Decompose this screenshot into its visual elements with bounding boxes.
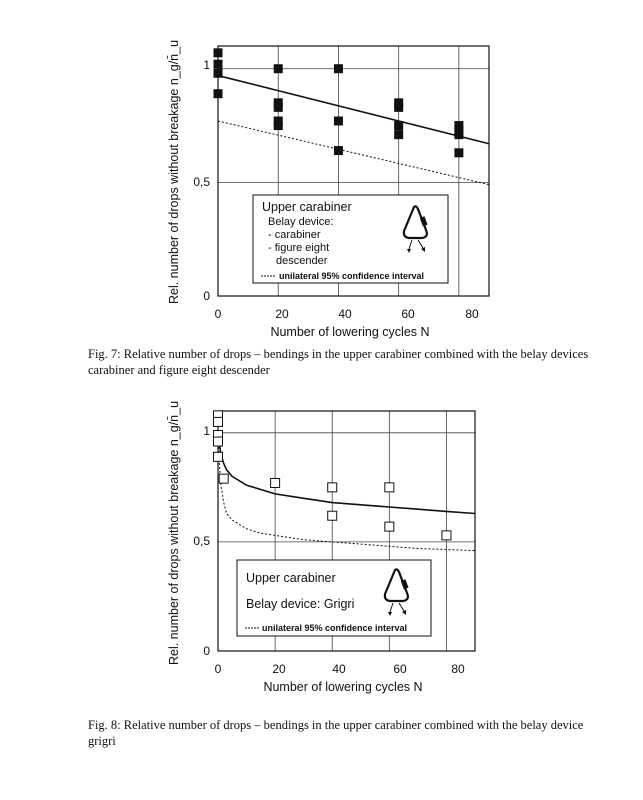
x-tick-label: 80 [451,662,465,676]
data-point [385,483,394,492]
data-point [455,131,463,139]
x-tick-label: 40 [338,307,352,321]
data-point [328,511,337,520]
data-point [214,452,223,461]
y-tick-label: 0,5 [193,534,210,548]
data-point [455,149,463,157]
legend-line: - carabiner [268,229,321,241]
y-tick-label: 1 [203,58,210,72]
data-point [328,483,337,492]
x-tick-label: 40 [332,662,346,676]
x-tick-label: 60 [401,307,415,321]
y-axis-label: Rel. number of drops without breakage n_g/n̄_u [167,39,181,305]
x-tick-labels [215,307,479,321]
x-axis-label: Number of lowering cycles N [263,680,423,694]
y-tick-labels [193,424,210,658]
data-point [274,122,282,130]
figure-7-caption: Fig. 7: Relative number of drops – bendings in the upper carabiner combined with the belay devices carabiner and figure eight descender [88,347,589,377]
x-tick-label: 0 [214,307,222,321]
data-point [442,531,451,540]
data-point [334,147,342,155]
y-tick-labels [193,58,210,303]
legend-title: Upper carabiner [262,200,352,214]
confidence-line [218,121,489,185]
data-point [274,65,282,73]
data-point [214,90,222,98]
confidence-curve [218,435,475,551]
legend-line: Belay device: Grigri [246,597,355,611]
data-point [219,474,228,483]
data-point [334,117,342,125]
y-tick-label: 0 [203,644,210,658]
legend [253,195,448,283]
x-axis-label: Number of lowering cycles N [270,325,430,339]
data-point [214,60,222,68]
x-tick-label: 80 [465,307,479,321]
y-tick-label: 1 [203,424,210,438]
y-axis-label: Rel. number of drops without breakage n_g/n̄_u [167,400,181,666]
x-tick-label: 60 [393,662,407,676]
legend-line: - figure eight [268,242,330,254]
data-point [214,417,223,426]
data-point [385,522,394,531]
x-tick-label: 0 [214,662,222,676]
data-point [274,103,282,111]
data-point [334,65,342,73]
legend-ci-label: unilateral 95% confidence interval [262,623,408,633]
y-tick-label: 0,5 [193,175,210,189]
figure-7-chart [0,0,643,340]
legend-line: descender [276,255,328,267]
x-tick-label: 20 [275,307,289,321]
legend [237,560,431,636]
data-point [214,69,222,77]
legend-ci-label: unilateral 95% confidence interval [279,271,425,281]
x-tick-label: 20 [272,662,286,676]
x-tick-labels [215,662,465,676]
legend-title: Upper carabiner [246,571,336,585]
fit-curve [218,435,475,514]
data-point [395,103,403,111]
data-point [395,122,403,130]
data-point [271,479,280,488]
data-point [214,49,222,57]
data-point [214,437,223,446]
data-point [395,131,403,139]
figure-8-caption: Fig. 8: Relative number of drops – bendings in the upper carabiner combined with the belay device grigri [88,718,584,748]
figure-8-chart [0,395,643,705]
regression-line [218,76,489,144]
y-tick-label: 0 [203,289,210,303]
legend-line: Belay device: [268,216,334,228]
